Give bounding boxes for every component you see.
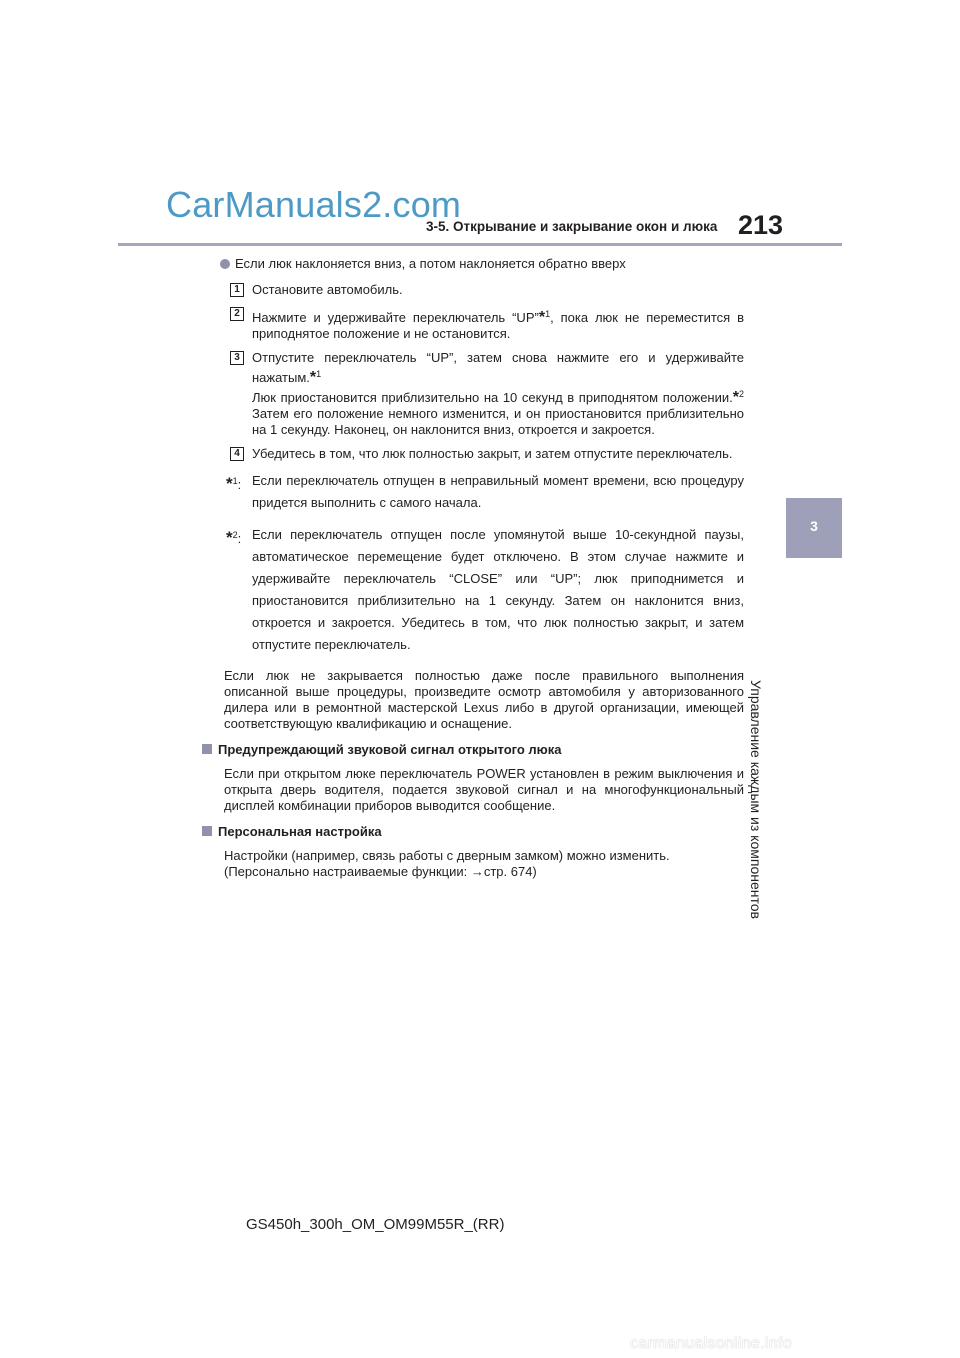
section-body-line: (Персонально настраиваемые функции: →стр. 674) <box>224 864 537 879</box>
step-text: Отпустите переключатель “UP”, затем снова нажмите его и удерживайте нажатым. <box>252 350 744 385</box>
footnote-star: * <box>732 389 739 406</box>
page-content <box>218 256 744 880</box>
section-heading-text: Персональная настройка <box>218 824 382 839</box>
section-title: 3-5. Открывание и закрывание окон и люка <box>426 219 718 234</box>
step-text: Нажмите и удерживайте переключатель “UP” <box>252 310 539 325</box>
section-open-roof-warning <box>218 742 744 814</box>
footnote-ref: 1 <box>316 369 322 379</box>
section-personal-settings <box>218 824 744 880</box>
footnote-number: 1 <box>232 476 238 486</box>
footnote-ref: 2 <box>738 389 744 399</box>
step-text-cont: Затем его положение немного изменится, и он приостановится приблизительно на 1 секунду. Наконец, он наклонится вниз, откроется и закроется. <box>252 406 744 437</box>
footnote-text: Если переключатель отпущен в неправильный момент времени, всю процедуру придется выполнить с самого начала. <box>252 473 744 510</box>
footnote-1 <box>224 470 744 514</box>
page-number: 213 <box>738 210 784 240</box>
step-text: Убедитесь в том, что люк полностью закрыт, и затем отпустите переключатель. <box>252 446 733 461</box>
section-heading-text: Предупреждающий звуковой сигнал открытого люка <box>218 742 562 757</box>
footnote-colon: : <box>237 477 242 492</box>
watermark-carmanuals2: CarManuals2.com <box>166 184 462 225</box>
step-4 <box>224 446 744 462</box>
step-text-cont: Люк приостановится приблизительно на 10 секунд в приподнятом положении. <box>252 390 733 405</box>
square-bullet-icon <box>202 744 212 754</box>
bullet-text: Если люк наклоняется вниз, а потом наклоняется обратно вверх <box>235 256 626 271</box>
footnote-2 <box>224 524 744 656</box>
section-body <box>224 848 744 880</box>
step-text-cont: , пока люк не переместится в приподнятое положение и не остановится. <box>252 310 744 341</box>
footnote-star: * <box>226 528 233 547</box>
watermark-carmanualsonline: carmanualsonline.info <box>630 1335 792 1352</box>
bullet-heading <box>220 256 744 272</box>
step-text: Остановите автомобиль. <box>252 282 403 297</box>
footnote-text: Если переключатель отпущен после упомянутой выше 10-секундной паузы, автоматическое перемещение будет отключено. В этом случае нажмите и удерживайте переключатель “CLOSE” или “UP”; люк приподнимется и приостановится приблизительно на 1 секунду. Затем он наклонится вниз, откроется и закроется. Убедитесь в том, что люк полностью закрыт, и затем отпустите переключатель. <box>252 527 744 652</box>
service-note: Если люк не закрывается полностью даже после правильного выполнения описанной выше процедуры, произведите осмотр автомобиля у авторизованного дилера или в ремонтной мастерской Lexus либо в другой организации, имеющей соответствующую квалификацию и оснащение. <box>224 668 744 731</box>
section-heading <box>202 742 744 758</box>
chapter-tab <box>786 498 842 558</box>
footnote-star: * <box>226 474 233 493</box>
footnote-mark <box>226 470 241 496</box>
step-number: 4 <box>230 447 244 461</box>
step-number: 2 <box>230 307 244 321</box>
step-2 <box>224 306 744 342</box>
document-code: GS450h_300h_OM_OM99M55R_(RR) <box>246 1216 505 1233</box>
footnote-star: * <box>309 369 317 386</box>
bullet-dot-icon <box>220 259 230 269</box>
section-body: Если при открытом люке переключатель POWER установлен в режим выключения и открыта дверь водителя, подается звуковой сигнал и на многофункциональный дисплей комбинации приборов выводится сообщение. <box>224 766 744 813</box>
square-bullet-icon <box>202 826 212 836</box>
step-1 <box>224 282 744 298</box>
footnote-colon: : <box>237 531 242 546</box>
step-paragraph <box>252 386 744 438</box>
chapter-number: 3 <box>810 518 818 534</box>
footnote-mark <box>226 524 241 550</box>
footnote-ref: 1 <box>545 309 551 319</box>
step-number: 3 <box>230 351 244 365</box>
chapter-title: Управление каждым из компонентов <box>748 680 764 919</box>
header-rule <box>118 243 842 246</box>
step-3 <box>224 350 744 438</box>
footnote-star: * <box>538 309 546 326</box>
section-heading <box>202 824 744 840</box>
step-number: 1 <box>230 283 244 297</box>
section-body-line: Настройки (например, связь работы с дверным замком) можно изменить. <box>224 848 670 863</box>
footnote-number: 2 <box>232 530 238 540</box>
